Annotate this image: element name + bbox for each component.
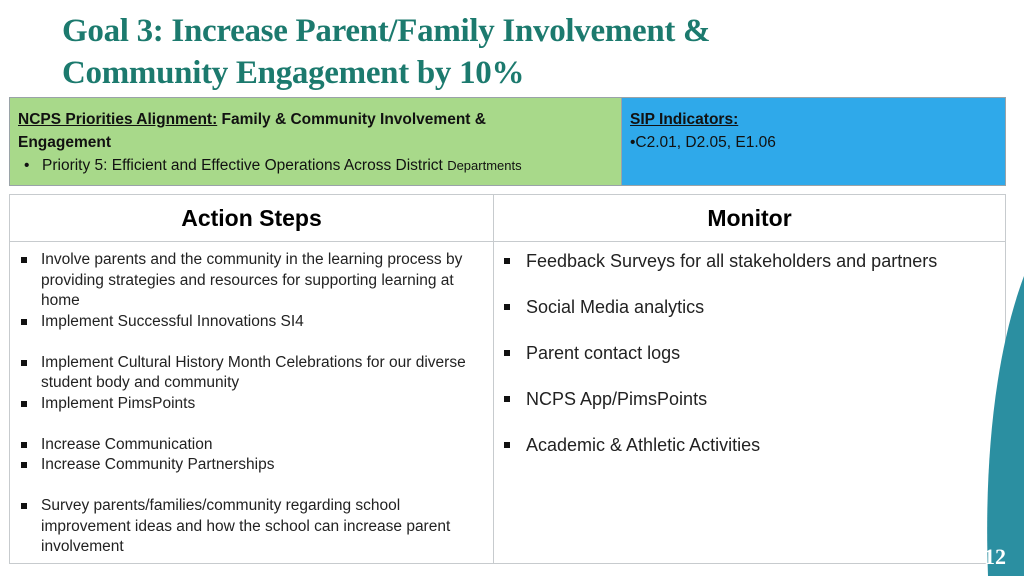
ncps-priorities-value-2: Engagement: [18, 134, 112, 151]
header-monitor: Monitor: [707, 204, 792, 231]
ncps-priorities-value-1: Family & Community Involvement &: [221, 111, 486, 128]
action-monitor-table: [9, 194, 1006, 564]
ncps-priorities-panel: [10, 98, 622, 185]
list-item: Academic & Athletic Activities: [502, 434, 995, 456]
slide-title: [62, 10, 962, 94]
corner-decoration: [984, 276, 1024, 576]
sip-indicators-panel: [622, 98, 1005, 185]
action-steps-list: [10, 250, 493, 558]
ncps-priorities-label: NCPS Priorities Alignment:: [18, 111, 218, 128]
slide-title-line-2: Community Engagement by 10%: [62, 55, 525, 91]
list-item: Feedback Surveys for all stakeholders and partners: [502, 250, 995, 272]
list-item: Parent contact logs: [502, 342, 995, 364]
list-item: Involve parents and the community in the learning process by providing strategies and resources for supporting learning at home: [19, 250, 485, 312]
list-item: Social Media analytics: [502, 296, 995, 318]
slide-title-line-1: Goal 3: Increase Parent/Family Involvement &: [62, 13, 711, 49]
sip-indicators-label: SIP Indicators:: [630, 111, 739, 128]
list-item: NCPS App/PimsPoints: [502, 388, 995, 410]
corner-curve-shape: [987, 276, 1024, 576]
action-steps-cell: [10, 242, 494, 563]
list-item: Survey parents/families/community regarding school improvement ideas and how the school can increase parent involvement: [19, 496, 485, 558]
list-item: Implement Successful Innovations SI4: [19, 312, 485, 333]
monitor-cell: [494, 242, 1005, 563]
monitor-list: [494, 250, 1005, 456]
priority-bullet: [18, 154, 613, 177]
sip-indicators-value: •C2.01, D2.05, E1.06: [630, 134, 776, 151]
list-item: Implement Cultural History Month Celebrations for our diverse student body and community: [19, 353, 485, 394]
list-item: Increase Community Partnerships: [19, 455, 485, 476]
list-item: Increase Communication: [19, 435, 485, 456]
priority-bullet-small: Departments: [447, 158, 522, 173]
page-number: 12: [984, 544, 1006, 569]
table-body-row: [10, 242, 1005, 563]
alignment-banner: [9, 97, 1006, 186]
priority-bullet-text: Priority 5: Efficient and Effective Operations Across District: [42, 157, 443, 174]
header-action-steps: Action Steps: [10, 195, 494, 241]
table-header-row: [10, 195, 1005, 242]
list-item: Implement PimsPoints: [19, 394, 485, 415]
